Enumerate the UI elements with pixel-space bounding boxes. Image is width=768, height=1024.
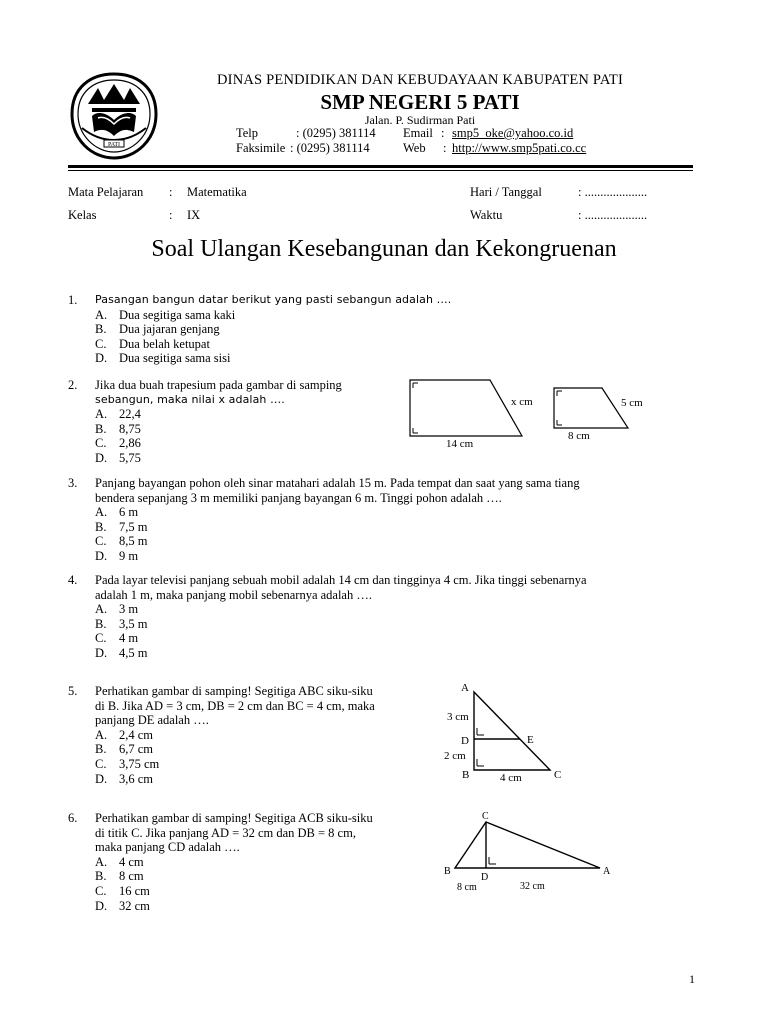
school-address: Jalan. P. Sudirman Pati [364, 113, 476, 127]
telp-value: : (0295) 381114 [296, 126, 376, 140]
option-d: Dua segitiga sama sisi [119, 351, 231, 366]
option-c: 16 cm [119, 883, 150, 898]
option-letter: D. [95, 645, 108, 660]
question-number: 5. [68, 684, 78, 698]
right-angle-mark [477, 728, 484, 735]
bd-length-label: 8 cm [457, 882, 477, 893]
right-angle-mark [489, 857, 496, 864]
point-b-label: B [444, 866, 451, 877]
option-b: 6,7 cm [119, 742, 154, 757]
option-letter: B. [95, 322, 107, 337]
option-c: 2,86 [119, 436, 141, 451]
big-side-label: x cm [511, 396, 533, 408]
point-d-label: D [461, 735, 469, 747]
header-rule-thin [68, 170, 693, 171]
option-letter: B. [95, 869, 107, 884]
agency-name: DINAS PENDIDIKAN DAN KEBUDAYAAN KABUPATEN PATI [217, 72, 623, 88]
subject-value: Matematika [187, 185, 247, 199]
db-length-label: 2 cm [444, 750, 466, 762]
question-text: Perhatikan gambar di samping! Segitiga ACB siku-siku [95, 811, 373, 825]
option-letter: A. [95, 307, 108, 322]
triangle-abc [474, 692, 550, 770]
option-b: 7,5 m [119, 519, 148, 534]
right-angle-mark [557, 391, 562, 396]
option-c: Dua belah ketupat [119, 336, 210, 351]
fax-value: : (0295) 381114 [290, 141, 370, 155]
question-text: sebangun, maka nilai x adalah …. [95, 392, 285, 406]
da-length-label: 32 cm [520, 881, 545, 892]
option-letter: A. [95, 602, 108, 617]
triangle-acb [455, 822, 600, 868]
point-e-label: E [527, 734, 534, 746]
option-letter: C. [95, 336, 107, 351]
option-d: 5,75 [119, 450, 141, 465]
option-a: Dua segitiga sama kaki [119, 307, 236, 322]
large-trapezoid [410, 380, 522, 436]
time-label: Waktu [470, 208, 503, 222]
logo-text: PATI [107, 142, 121, 148]
school-name: SMP NEGERI 5 PATI [320, 90, 520, 114]
question-number: 3. [68, 476, 78, 490]
option-a: 6 m [119, 505, 139, 520]
option-b: Dua jajaran genjang [119, 322, 220, 337]
option-c: 8,5 m [119, 534, 148, 549]
option-d: 32 cm [119, 898, 150, 913]
right-angle-mark [557, 420, 562, 425]
point-d-label: D [481, 872, 489, 883]
option-letter: B. [95, 519, 107, 534]
option-b: 8,75 [119, 421, 141, 436]
web-link[interactable]: http://www.smp5pati.co.cc [452, 141, 587, 155]
big-base-label: 14 cm [446, 438, 474, 450]
option-letter: A. [95, 854, 108, 869]
small-side-label: 5 cm [621, 397, 643, 409]
option-letter: D. [95, 351, 108, 366]
fax-label: Faksimile [236, 141, 286, 155]
option-a: 2,4 cm [119, 727, 154, 742]
exam-title: Soal Ulangan Kesebangunan dan Kekongruenan [151, 236, 617, 262]
subject-colon: : [169, 185, 173, 199]
option-letter: C. [95, 883, 107, 898]
point-c-label: C [482, 811, 489, 822]
bc-length-label: 4 cm [500, 772, 522, 784]
telp-label: Telp [236, 126, 259, 140]
option-b: 8 cm [119, 869, 144, 884]
trapezoid-figure [400, 372, 643, 454]
option-b: 3,5 m [119, 616, 148, 631]
question-text: Jika dua buah trapesium pada gambar di samping [95, 378, 342, 392]
question-text: panjang DE adalah …. [95, 713, 209, 728]
point-c-label: C [554, 769, 562, 781]
class-label: Kelas [68, 208, 97, 222]
ad-length-label: 3 cm [447, 711, 469, 723]
option-letter: D. [95, 898, 108, 913]
option-d: 4,5 m [119, 645, 148, 660]
point-a-label: A [603, 866, 611, 877]
question-number: 2. [68, 378, 78, 392]
header-rule-thick [68, 165, 693, 168]
option-letter: C. [95, 756, 107, 771]
option-a: 22,4 [119, 407, 141, 422]
option-c: 4 m [119, 631, 139, 646]
question-text: di B. Jika AD = 3 cm, DB = 2 cm dan BC = 4 cm, maka [95, 698, 375, 713]
small-base-label: 8 cm [568, 430, 590, 442]
email-label: Email [403, 126, 433, 140]
class-value: IX [187, 208, 201, 222]
option-letter: D. [95, 450, 108, 465]
web-label: Web [403, 141, 426, 155]
subject-label: Mata Pelajaran [68, 185, 144, 199]
question-number: 4. [68, 573, 78, 587]
web-colon: : [443, 141, 447, 155]
triangle-acb-figure [440, 810, 620, 896]
option-letter: B. [95, 742, 107, 757]
right-angle-mark [413, 383, 418, 388]
question-text: Pada layar televisi panjang sebuah mobil adalah 14 cm dan tingginya 4 cm. Jika tinggi sebenarnya [95, 573, 587, 587]
question-text: di titik C. Jika panjang AD = 32 cm dan DB = 8 cm, [95, 825, 356, 840]
option-letter: C. [95, 436, 107, 451]
option-letter: D. [95, 771, 108, 786]
option-d: 9 m [119, 548, 139, 563]
option-letter: D. [95, 548, 108, 563]
email-colon: : [441, 126, 445, 140]
email-link[interactable]: smp5_oke@yahoo.co.id [452, 126, 574, 140]
option-letter: B. [95, 421, 107, 436]
time-value: : .................... [578, 208, 648, 222]
day-label: Hari / Tanggal [470, 185, 542, 199]
point-a-label: A [461, 682, 469, 694]
question-text: maka panjang CD adalah …. [95, 840, 240, 855]
option-letter: A. [95, 407, 108, 422]
option-letter: A. [95, 505, 108, 520]
question-number: 6. [68, 811, 78, 825]
point-b-label: B [462, 769, 470, 781]
question-text: bendera sepanjang 3 m memiliki panjang bayangan 6 m. Tinggi pohon adalah …. [95, 490, 502, 505]
class-colon: : [169, 208, 173, 222]
option-letter: B. [95, 616, 107, 631]
option-letter: A. [95, 727, 108, 742]
day-value: : .................... [578, 185, 648, 199]
option-letter: C. [95, 534, 107, 549]
question-text: adalah 1 m, maka panjang mobil sebenarnya adalah …. [95, 587, 372, 602]
option-a: 3 m [119, 602, 139, 617]
option-c: 3,75 cm [119, 756, 160, 771]
question-text: Perhatikan gambar di samping! Segitiga ABC siku-siku [95, 684, 373, 698]
small-trapezoid [554, 388, 628, 428]
option-d: 3,6 cm [119, 771, 154, 786]
triangle-abc-figure [440, 680, 580, 786]
right-angle-mark [477, 759, 484, 766]
right-angle-mark [413, 428, 418, 433]
page-number: 1 [689, 972, 695, 986]
option-letter: C. [95, 631, 107, 646]
option-a: 4 cm [119, 854, 144, 869]
question-number: 1. [68, 293, 78, 307]
question-text: Panjang bayangan pohon oleh sinar matahari adalah 15 m. Pada tempat dan saat yang sama tiang [95, 476, 580, 490]
question-text: Pasangan bangun datar berikut yang pasti sebangun adalah …. [95, 293, 452, 306]
